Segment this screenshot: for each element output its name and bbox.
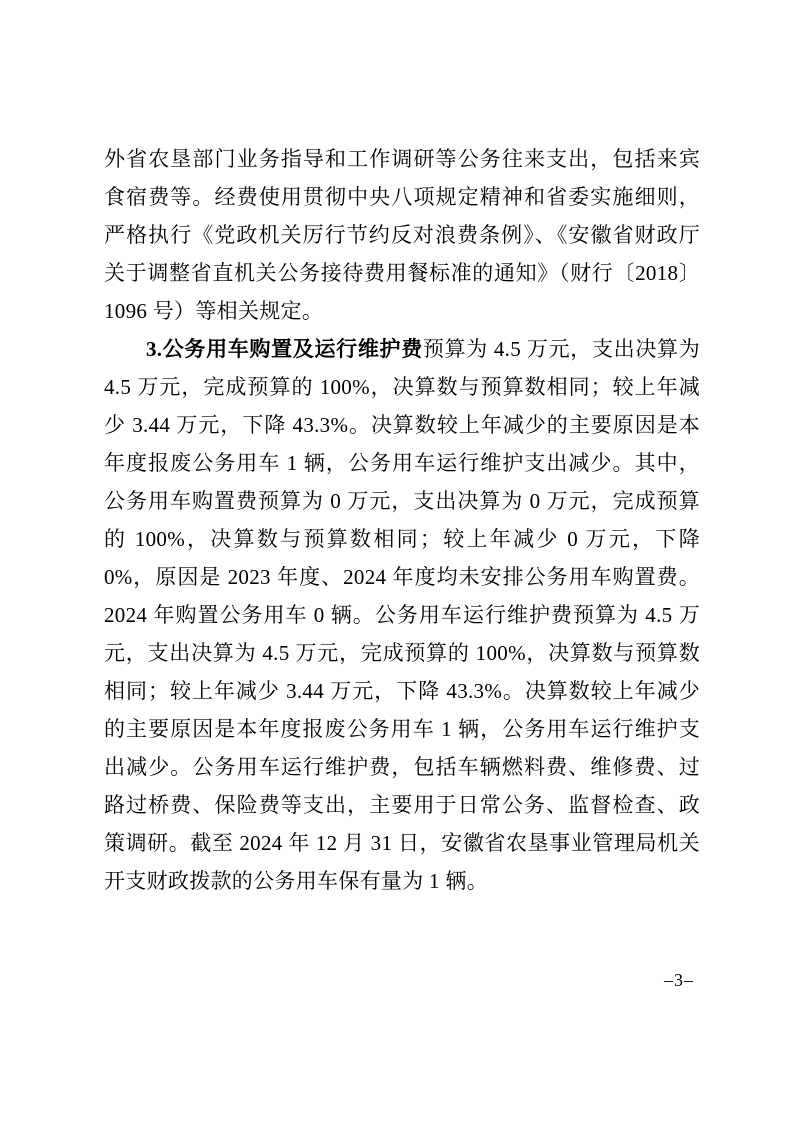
paragraph-text-run: 外省农垦部门业务指导和工作调研等公务往来支出，包括来宾食宿费等。经费使用贯彻中央八项规定精神和省委实施细则，严格执行《党政机关厉行节约反对浪费条例》、《安徽省财政厅关于调整省直机关公务接待费用餐标准的通知》（财行〔2018〕1096 号）等相关规定。 xyxy=(104,147,700,323)
document-body xyxy=(104,140,700,900)
paragraph xyxy=(104,330,700,900)
paragraph-text-run: 预算为 4.5 万元，支出决算为 4.5 万元，完成预算的 100%，决算数与预算数相同；较上年减少 3.44 万元，下降 43.3%。决算数较上年减少的主要原因是本年度报废公务用车 1 辆，公务用车运行维护支出减少。其中，公务用车购置费预算为 0 万元，支出决算为 0 万元，完成预算的 100%，决算数与预算数相同；较上年减少 0 万元，下降 0%，原因是 2023 年度、2024 年度均未安排公务用车购置费。2024 年购置公务用车 0 辆。公务用车运行维护费预算为 4.5 万元，支出决算为 4.5 万元，完成预算的 100%，决算数与预算数相同；较上年减少 3.44 万元，下降 43.3%。决算数较上年减少的主要原因是本年度报废公务用车 1 辆，公务用车运行维护支出减少。公务用车运行维护费，包括车辆燃料费、维修费、过路过桥费、保险费等支出，主要用于日常公务、监督检查、政策调研。截至 2024 年 12 月 31 日，安徽省农垦事业管理局机关开支财政拨款的公务用车保有量为 1 辆。 xyxy=(104,337,700,893)
paragraph-heading-run: 3.公务用车购置及运行维护费 xyxy=(146,337,423,361)
page-footer xyxy=(664,970,694,991)
page-number: –3– xyxy=(664,970,694,990)
paragraph xyxy=(104,140,700,330)
